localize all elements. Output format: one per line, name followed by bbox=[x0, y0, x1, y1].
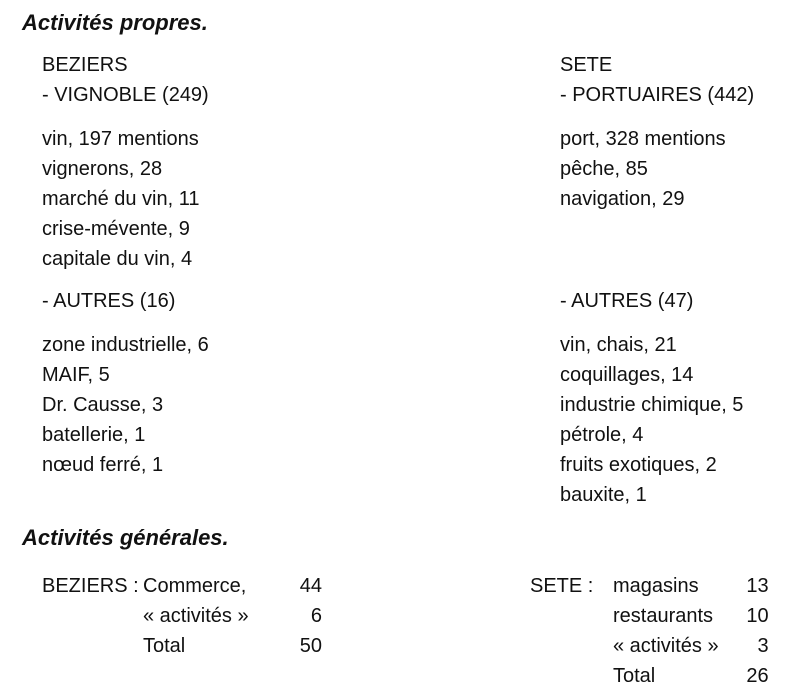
mention-item: vignerons, 28 bbox=[42, 158, 163, 180]
mention-item: zone industrielle, 6 bbox=[42, 334, 209, 356]
category-label-autres: - AUTRES (47) bbox=[560, 290, 694, 312]
table-sete-generales bbox=[530, 571, 768, 691]
mention-item: MAIF, 5 bbox=[42, 364, 110, 386]
sete-autres-header bbox=[560, 286, 693, 316]
table-city-label: BEZIERS : bbox=[42, 575, 139, 597]
city-name-beziers: BEZIERS bbox=[42, 54, 128, 76]
table-row-value: 13 bbox=[746, 575, 769, 597]
beziers-items-group bbox=[42, 124, 200, 274]
mention-item: crise-mévente, 9 bbox=[42, 218, 190, 240]
table-row-value: 10 bbox=[746, 605, 769, 627]
mention-item: marché du vin, 11 bbox=[42, 188, 200, 210]
category-label-autres: - AUTRES (16) bbox=[42, 290, 176, 312]
table-row-label: Total bbox=[613, 665, 656, 687]
mention-item: pêche, 85 bbox=[560, 158, 648, 180]
table-row-label: Total bbox=[143, 635, 186, 657]
table-row-value: 44 bbox=[299, 575, 322, 597]
beziers-autres-header bbox=[42, 286, 175, 316]
sete-header-group bbox=[560, 50, 754, 110]
mention-item: pétrole, 4 bbox=[560, 424, 644, 446]
mention-item: navigation, 29 bbox=[560, 188, 685, 210]
section-heading-generales: Activités générales. bbox=[22, 525, 229, 550]
table-city-label-empty bbox=[530, 661, 613, 691]
table-row-label: « activités » bbox=[143, 605, 249, 627]
mention-item: vin, chais, 21 bbox=[560, 334, 677, 356]
table-city-label-empty bbox=[42, 631, 143, 661]
mention-item: port, 328 mentions bbox=[560, 128, 726, 150]
mention-item: bauxite, 1 bbox=[560, 484, 647, 506]
mention-item: capitale du vin, 4 bbox=[42, 248, 193, 270]
category-label-vignoble: - VIGNOBLE (249) bbox=[42, 84, 209, 106]
table-row-label: Commerce, bbox=[143, 575, 247, 597]
table-row-value: 50 bbox=[299, 635, 322, 657]
beziers-autres-items-group bbox=[42, 330, 209, 480]
section-heading-propres: Activités propres. bbox=[22, 10, 208, 35]
table-row-value: 3 bbox=[757, 635, 769, 657]
sete-autres-items-group bbox=[560, 330, 743, 510]
mention-item: vin, 197 mentions bbox=[42, 128, 199, 150]
table-city-label-empty bbox=[42, 601, 143, 631]
table-beziers-generales bbox=[42, 571, 322, 661]
beziers-header-group bbox=[42, 50, 209, 110]
mention-item: batellerie, 1 bbox=[42, 424, 146, 446]
table-city-label-empty bbox=[530, 601, 613, 631]
category-label-portuaires: - PORTUAIRES (442) bbox=[560, 84, 755, 106]
table-row-label: magasins bbox=[613, 575, 699, 597]
mention-item: Dr. Causse, 3 bbox=[42, 394, 164, 416]
table-row-label: restaurants bbox=[613, 605, 714, 627]
table-row-value: 26 bbox=[746, 665, 769, 687]
mention-item: nœud ferré, 1 bbox=[42, 454, 164, 476]
mention-item: coquillages, 14 bbox=[560, 364, 694, 386]
sete-items-group bbox=[560, 124, 726, 214]
mention-item: fruits exotiques, 2 bbox=[560, 454, 717, 476]
table-city-label-empty bbox=[530, 631, 613, 661]
table-city-label: SETE : bbox=[530, 575, 594, 597]
mention-item: industrie chimique, 5 bbox=[560, 394, 744, 416]
city-name-sete: SETE bbox=[560, 54, 613, 76]
table-row-label: « activités » bbox=[613, 635, 719, 657]
table-row-value: 6 bbox=[310, 605, 322, 627]
